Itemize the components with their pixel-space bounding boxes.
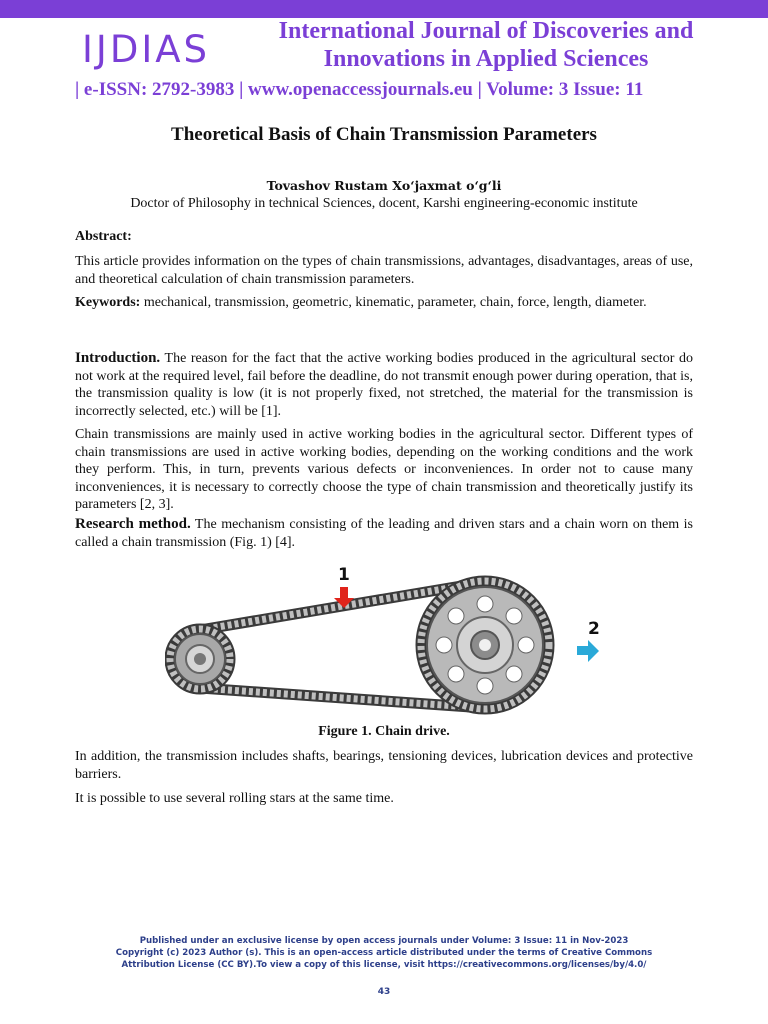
footer-line-2: Copyright (c) 2023 Author (s). This is an open-access article distributed under the terms of Creative Commons <box>115 948 653 958</box>
driven-sprocket <box>427 587 543 703</box>
page-number: 43 <box>377 987 391 997</box>
introduction-paragraph <box>75 350 693 420</box>
article-title: Theoretical Basis of Chain Transmission Parameters <box>171 124 597 145</box>
research-method-paragraph <box>75 516 693 551</box>
journal-title <box>236 17 736 73</box>
keywords-label: Keywords: <box>75 295 141 310</box>
leading-sprocket <box>175 634 225 684</box>
introduction-label: Introduction. <box>75 350 161 366</box>
author-affiliation: Doctor of Philosophy in technical Sciences, docent, Karshi engineering-economic institute <box>130 196 638 211</box>
license-footer <box>60 935 708 971</box>
rolling-stars-paragraph: It is possible to use several rolling stars at the same time. <box>75 791 394 806</box>
top-color-bar <box>0 0 768 18</box>
figure-label-1: 1 <box>338 565 350 585</box>
keywords <box>75 294 693 312</box>
journal-logo: IJDIAS <box>82 28 211 71</box>
author-name: Tovashov Rustam Xo‘jaxmat o‘g‘li <box>266 178 502 193</box>
figure-caption: Figure 1. Chain drive. <box>318 724 450 739</box>
chain-types-paragraph: Chain transmissions are mainly used in active working bodies in the agricultural sector. Different types of chain transmissions are used in active working bodies, depending on the working conditions and the work they perform. This, in turn, prevents various defects or inconveniences. In order not to cause many inconveniences, it is necessary to correctly choose the type of chain transmission and theoretically justify its parameters [2, 3]. <box>75 427 693 512</box>
keywords-text: mechanical, transmission, geometric, kinematic, parameter, chain, force, length, diameter. <box>140 295 647 310</box>
research-method-text: The mechanism consisting of the leading and driven stars and a chain worn on them is called a chain transmission (Fig. 1) [4]. <box>75 517 693 550</box>
footer-line-1: Published under an exclusive license by open access journals under Volume: 3 Issue: 11 in Nov-2023 <box>139 936 629 946</box>
figure-label-2: 2 <box>588 619 600 639</box>
issn-line: | e-ISSN: 2792-3983 | www.openaccessjournals.eu | Volume: 3 Issue: 11 <box>75 79 644 100</box>
journal-title-line-1: International Journal of Discoveries and <box>278 18 694 44</box>
chain-drive-figure <box>165 560 615 720</box>
abstract-heading: Abstract: <box>75 229 132 244</box>
journal-title-line-2: Innovations in Applied Sciences <box>323 46 649 72</box>
footer-line-3: Attribution License (CC BY).To view a copy of this license, visit https://creativecommons.org/licenses/by/4.0/ <box>121 960 647 970</box>
arrow-2 <box>577 619 600 662</box>
research-method-label: Research method. <box>75 516 191 532</box>
introduction-text: The reason for the fact that the active working bodies produced in the agricultural sector do not work at the required level, fail before the deadline, do not transmit enough power during operation, that is, the transmission quality is low (it is not properly fixed, not stretched, the material for the transmission is incorrectly selected, etc.) will be [1]. <box>75 351 693 419</box>
abstract-text: This article provides information on the types of chain transmissions, advantages, disadvantages, areas of use, and theoretical calculation of chain transmission parameters. <box>75 254 693 287</box>
transmission-components-paragraph: In addition, the transmission includes shafts, bearings, tensioning devices, lubrication devices and protective barriers. <box>75 749 693 782</box>
